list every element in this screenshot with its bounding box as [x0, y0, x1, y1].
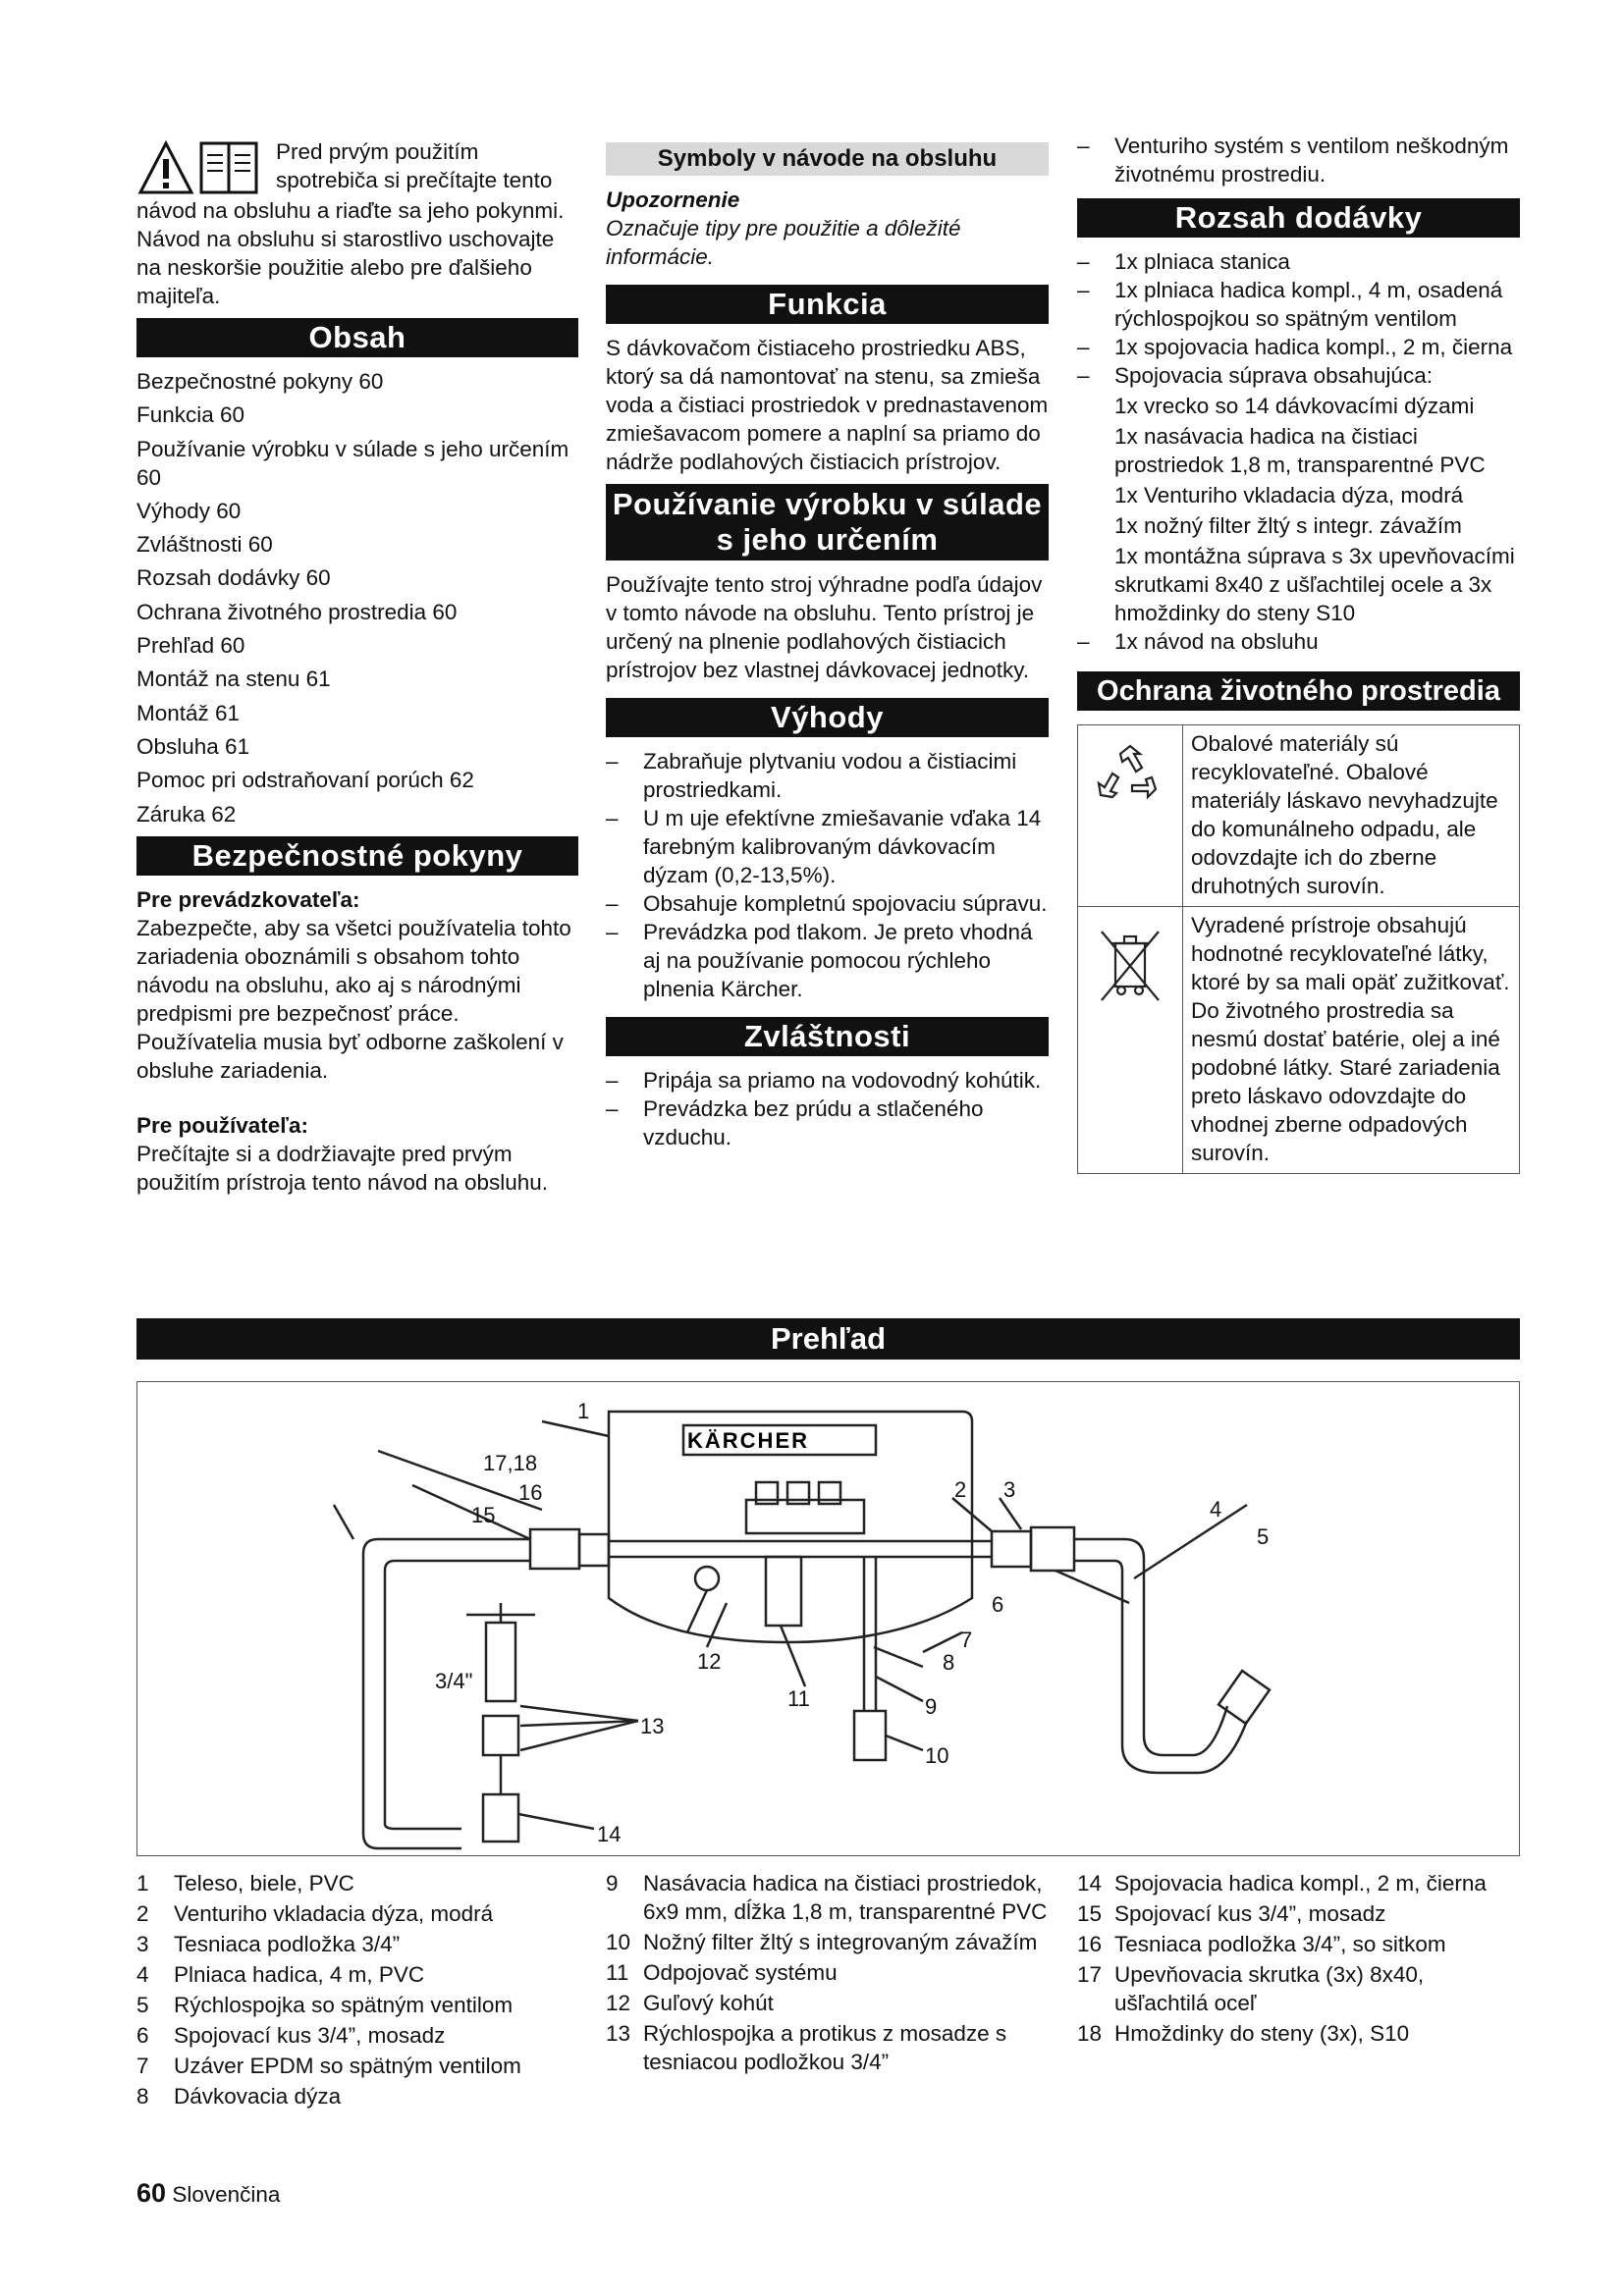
symboly-heading: Symboly v návode na obsluhu: [606, 142, 1049, 176]
sub-list-item: 1x Venturiho vkladacia dýza, modrá: [1114, 483, 1464, 507]
funkcia-heading: Funkcia: [606, 285, 1049, 324]
callout-11: 11: [787, 1686, 810, 1711]
environment-table: [1077, 724, 1520, 1174]
list-item: – 1x spojovacia hadica kompl., 2 m, čierna: [1077, 335, 1513, 359]
callout-1: 1: [577, 1399, 590, 1423]
packaging-text: Obalové materiály sú recyklovateľné. Obalové materiály láskavo nevyhadzujte do komunálneho odpadu, ale odovzdajte ich do zberne druhotných surovín.: [1183, 725, 1520, 907]
operator-text: Zabezpečte, aby sa všetci používatelia tohto zariadenia oboznámili s obsahom tohto návodu na obsluhu, ako aj s národnými predpismi pre bezpečnosť práce. Používatelia musia byť odborne zaškolení v obsluhe zariadenia.: [136, 915, 571, 1083]
prehlad-heading: Prehľad: [136, 1318, 1520, 1360]
list-item: – Prevádzka pod tlakom. Je preto vhodná aj na používanie pomocou rýchleho plnenia Kärcher.: [606, 920, 1033, 1001]
ochrana-heading: Ochrana životného prostredia: [1077, 671, 1520, 711]
legend-item: 2 Venturiho vkladacia dýza, modrá: [136, 1901, 494, 1926]
toc-item[interactable]: Ochrana životného prostredia 60: [136, 599, 458, 624]
intro-line-2: spotrebiča si prečítajte tento: [276, 168, 553, 192]
pouzivanie-heading-line-2: s jeho určením: [716, 522, 939, 557]
toc-item[interactable]: Výhody 60: [136, 498, 242, 523]
callout-4: 4: [1210, 1497, 1222, 1522]
note-label: Upozornenie: [606, 187, 740, 212]
recycle-icon: [1078, 725, 1183, 907]
callout-17-18: 17,18: [483, 1451, 538, 1475]
intro-line-1: Pred prvým použitím: [276, 139, 479, 164]
toc-item[interactable]: Používanie výrobku v súlade s jeho určením 60: [136, 436, 569, 490]
callout-10: 10: [925, 1743, 949, 1768]
obsah-heading: Obsah: [136, 318, 578, 357]
legend-item: 16 Tesniaca podložka 3/4”, so sitkom: [1077, 1932, 1446, 1956]
list-item: – Spojovacia súprava obsahujúca:: [1077, 363, 1433, 388]
legend-item: 17 Upevňovacia skrutka (3x) 8x40, ušľachtilá oceľ: [1077, 1962, 1425, 2015]
footer-language: Slovenčina: [172, 2182, 281, 2207]
list-item: – Venturiho systém s ventilom neškodným životnému prostrediu.: [1077, 133, 1509, 187]
callout-6: 6: [992, 1592, 1004, 1617]
intro-text: návod na obsluhu a riaďte sa jeho pokynmi. Návod na obsluhu si starostlivo uschovajte na neskoršie použitie alebo pre ďalšieho majiteľa.: [136, 198, 565, 308]
table-of-contents: [136, 367, 578, 828]
disposal-text: Vyradené prístroje obsahujú hodnotné recyklovateľné látky, ktoré by sa mali opäť zužitkovať. Do životného prostredia sa nesmú dostať batérie, olej a iné podobné látky. Staré zariadenia preto láskavo odovzdajte do vhodnej zberne odpadových surovín.: [1183, 907, 1520, 1174]
pouzivanie-text: Používajte tento stroj výhradne podľa údajov v tomto návode na obsluhu. Tento prístroj je určený na plnenie podlahových čistiacich prístrojov bez vlastnej dávkovacej jednotky.: [606, 572, 1043, 682]
legend-item: 7 Uzáver EPDM so spätným ventilom: [136, 2054, 521, 2078]
callout-12: 12: [697, 1649, 722, 1674]
legend-item: 9 Nasávacia hadica na čistiaci prostriedok, 6x9 mm, dĺžka 1,8 m, transparentné PVC: [606, 1871, 1048, 1924]
legend-item: 8 Dávkovacia dýza: [136, 2084, 342, 2109]
list-item: – 1x návod na obsluhu: [1077, 629, 1319, 654]
callout-3: 3: [1003, 1477, 1016, 1502]
rozsah-heading: Rozsah dodávky: [1077, 198, 1520, 238]
toc-item[interactable]: Zvláštnosti 60: [136, 532, 273, 558]
sub-list-item: 1x nasávacia hadica na čistiaci prostriedok 1,8 m, transparentné PVC: [1114, 424, 1486, 477]
callout-14: 14: [597, 1822, 622, 1846]
callout-13: 13: [640, 1714, 665, 1738]
list-item: – U m uje efektívne zmiešavanie vďaka 14 farebným kalibrovaným dávkovacím dýzam (0,2-13,5%).: [606, 806, 1042, 887]
crossed-bin-icon: [1078, 907, 1183, 1174]
list-item: – Pripája sa priamo na vodovodný kohútik.: [606, 1068, 1042, 1093]
callout-2: 2: [954, 1477, 967, 1502]
toc-item[interactable]: Montáž na stenu 61: [136, 667, 331, 692]
overview-diagram: [136, 1381, 1520, 1856]
legend-column-1: [136, 1869, 578, 2112]
note-text: Označuje tipy pre použitie a dôležité informácie.: [606, 216, 961, 269]
list-item: – 1x plniaca stanica: [1077, 249, 1290, 274]
legend-item: 14 Spojovacia hadica kompl., 2 m, čierna: [1077, 1871, 1487, 1896]
legend-column-3: [1077, 1869, 1520, 2050]
toc-item[interactable]: Pomoc pri odstraňovaní porúch 62: [136, 768, 474, 793]
callout-8: 8: [943, 1650, 955, 1675]
legend-item: 4 Plniaca hadica, 4 m, PVC: [136, 1962, 425, 1987]
legend-item: 6 Spojovací kus 3/4”, mosadz: [136, 2023, 446, 2048]
toc-item[interactable]: Bezpečnostné pokyny 60: [136, 369, 384, 394]
legend-item: 12 Guľový kohút: [606, 1991, 774, 2015]
list-item: – Zabraňuje plytvaniu vodou a čistiacimi prostriedkami.: [606, 749, 1017, 802]
toc-item[interactable]: Funkcia 60: [136, 402, 245, 428]
warning-manual-icon: [136, 137, 264, 196]
pouzivanie-heading: [606, 484, 1049, 561]
legend-item: 5 Rýchlospojka so spätným ventilom: [136, 1993, 514, 2017]
toc-item[interactable]: Záruka 62: [136, 801, 237, 827]
sub-list-item: 1x vrecko so 14 dávkovacími dýzami: [1114, 394, 1475, 418]
legend-item: 13 Rýchlospojka a protikus z mosadze s tesniacou podložkou 3/4”: [606, 2021, 1007, 2074]
legend-item: 11 Odpojovač systému: [606, 1960, 838, 1985]
legend-item: 3 Tesniaca podložka 3/4”: [136, 1932, 401, 1956]
pouzivanie-heading-line-1: Používanie výrobku v súlade: [612, 487, 1043, 521]
user-heading: Pre používateľa:: [136, 1112, 308, 1138]
callout-16: 16: [518, 1480, 543, 1505]
list-item: – Obsahuje kompletnú spojovaciu súpravu.: [606, 891, 1048, 916]
zvlastnosti-heading: Zvláštnosti: [606, 1017, 1049, 1056]
callout-9: 9: [925, 1694, 938, 1719]
thread-label: 3/4": [435, 1669, 473, 1693]
callout-15: 15: [471, 1503, 496, 1527]
toc-item[interactable]: Prehľad 60: [136, 633, 245, 659]
vyhody-heading: Výhody: [606, 698, 1049, 737]
intro-block: [136, 137, 578, 310]
column-middle: [606, 137, 1049, 1151]
legend-item: 1 Teleso, biele, PVC: [136, 1871, 354, 1896]
toc-item[interactable]: Rozsah dodávky 60: [136, 565, 331, 591]
user-text: Prečítajte si a dodržiavajte pred prvým použitím prístroja tento návod na obsluhu.: [136, 1141, 549, 1195]
column-right: [1077, 132, 1520, 1174]
brand-logo: KÄRCHER: [687, 1428, 809, 1453]
callout-5: 5: [1257, 1524, 1270, 1549]
legend-item: 15 Spojovací kus 3/4”, mosadz: [1077, 1901, 1386, 1926]
legend-item: 10 Nožný filter žltý s integrovaným závažím: [606, 1930, 1038, 1954]
operator-heading: Pre prevádzkovateľa:: [136, 886, 360, 912]
toc-item[interactable]: Obsluha 61: [136, 733, 250, 759]
page-footer: [136, 2179, 280, 2209]
list-item: – 1x plniaca hadica kompl., 4 m, osadená rýchlospojkou so spätným ventilom: [1077, 278, 1503, 331]
legend-column-2: [606, 1869, 1049, 2078]
page-number: 60: [136, 2178, 167, 2208]
callout-7: 7: [960, 1628, 973, 1652]
sub-list-item: 1x nožný filter žltý s integr. závažím: [1114, 513, 1462, 538]
sub-list-item: 1x montážna súprava s 3x upevňovacími skrutkami 8x40 z ušľachtilej ocele a 3x hmoždinky do steny S10: [1114, 544, 1515, 625]
funkcia-text: S dávkovačom čistiaceho prostriedku ABS, ktorý sa dá namontovať na stenu, sa zmieša voda a čistiaci prostriedok v prednastavenom zmiešavacom pomere a naplní sa priamo do nádrže podlahových čistiacich prístrojov.: [606, 336, 1049, 474]
toc-item[interactable]: Montáž 61: [136, 700, 241, 725]
legend-item: 18 Hmoždinky do steny (3x), S10: [1077, 2021, 1410, 2046]
bezpecnostne-heading: Bezpečnostné pokyny: [136, 836, 578, 876]
list-item: – Prevádzka bez prúdu a stlačeného vzduchu.: [606, 1096, 984, 1149]
column-left: [136, 137, 578, 1197]
